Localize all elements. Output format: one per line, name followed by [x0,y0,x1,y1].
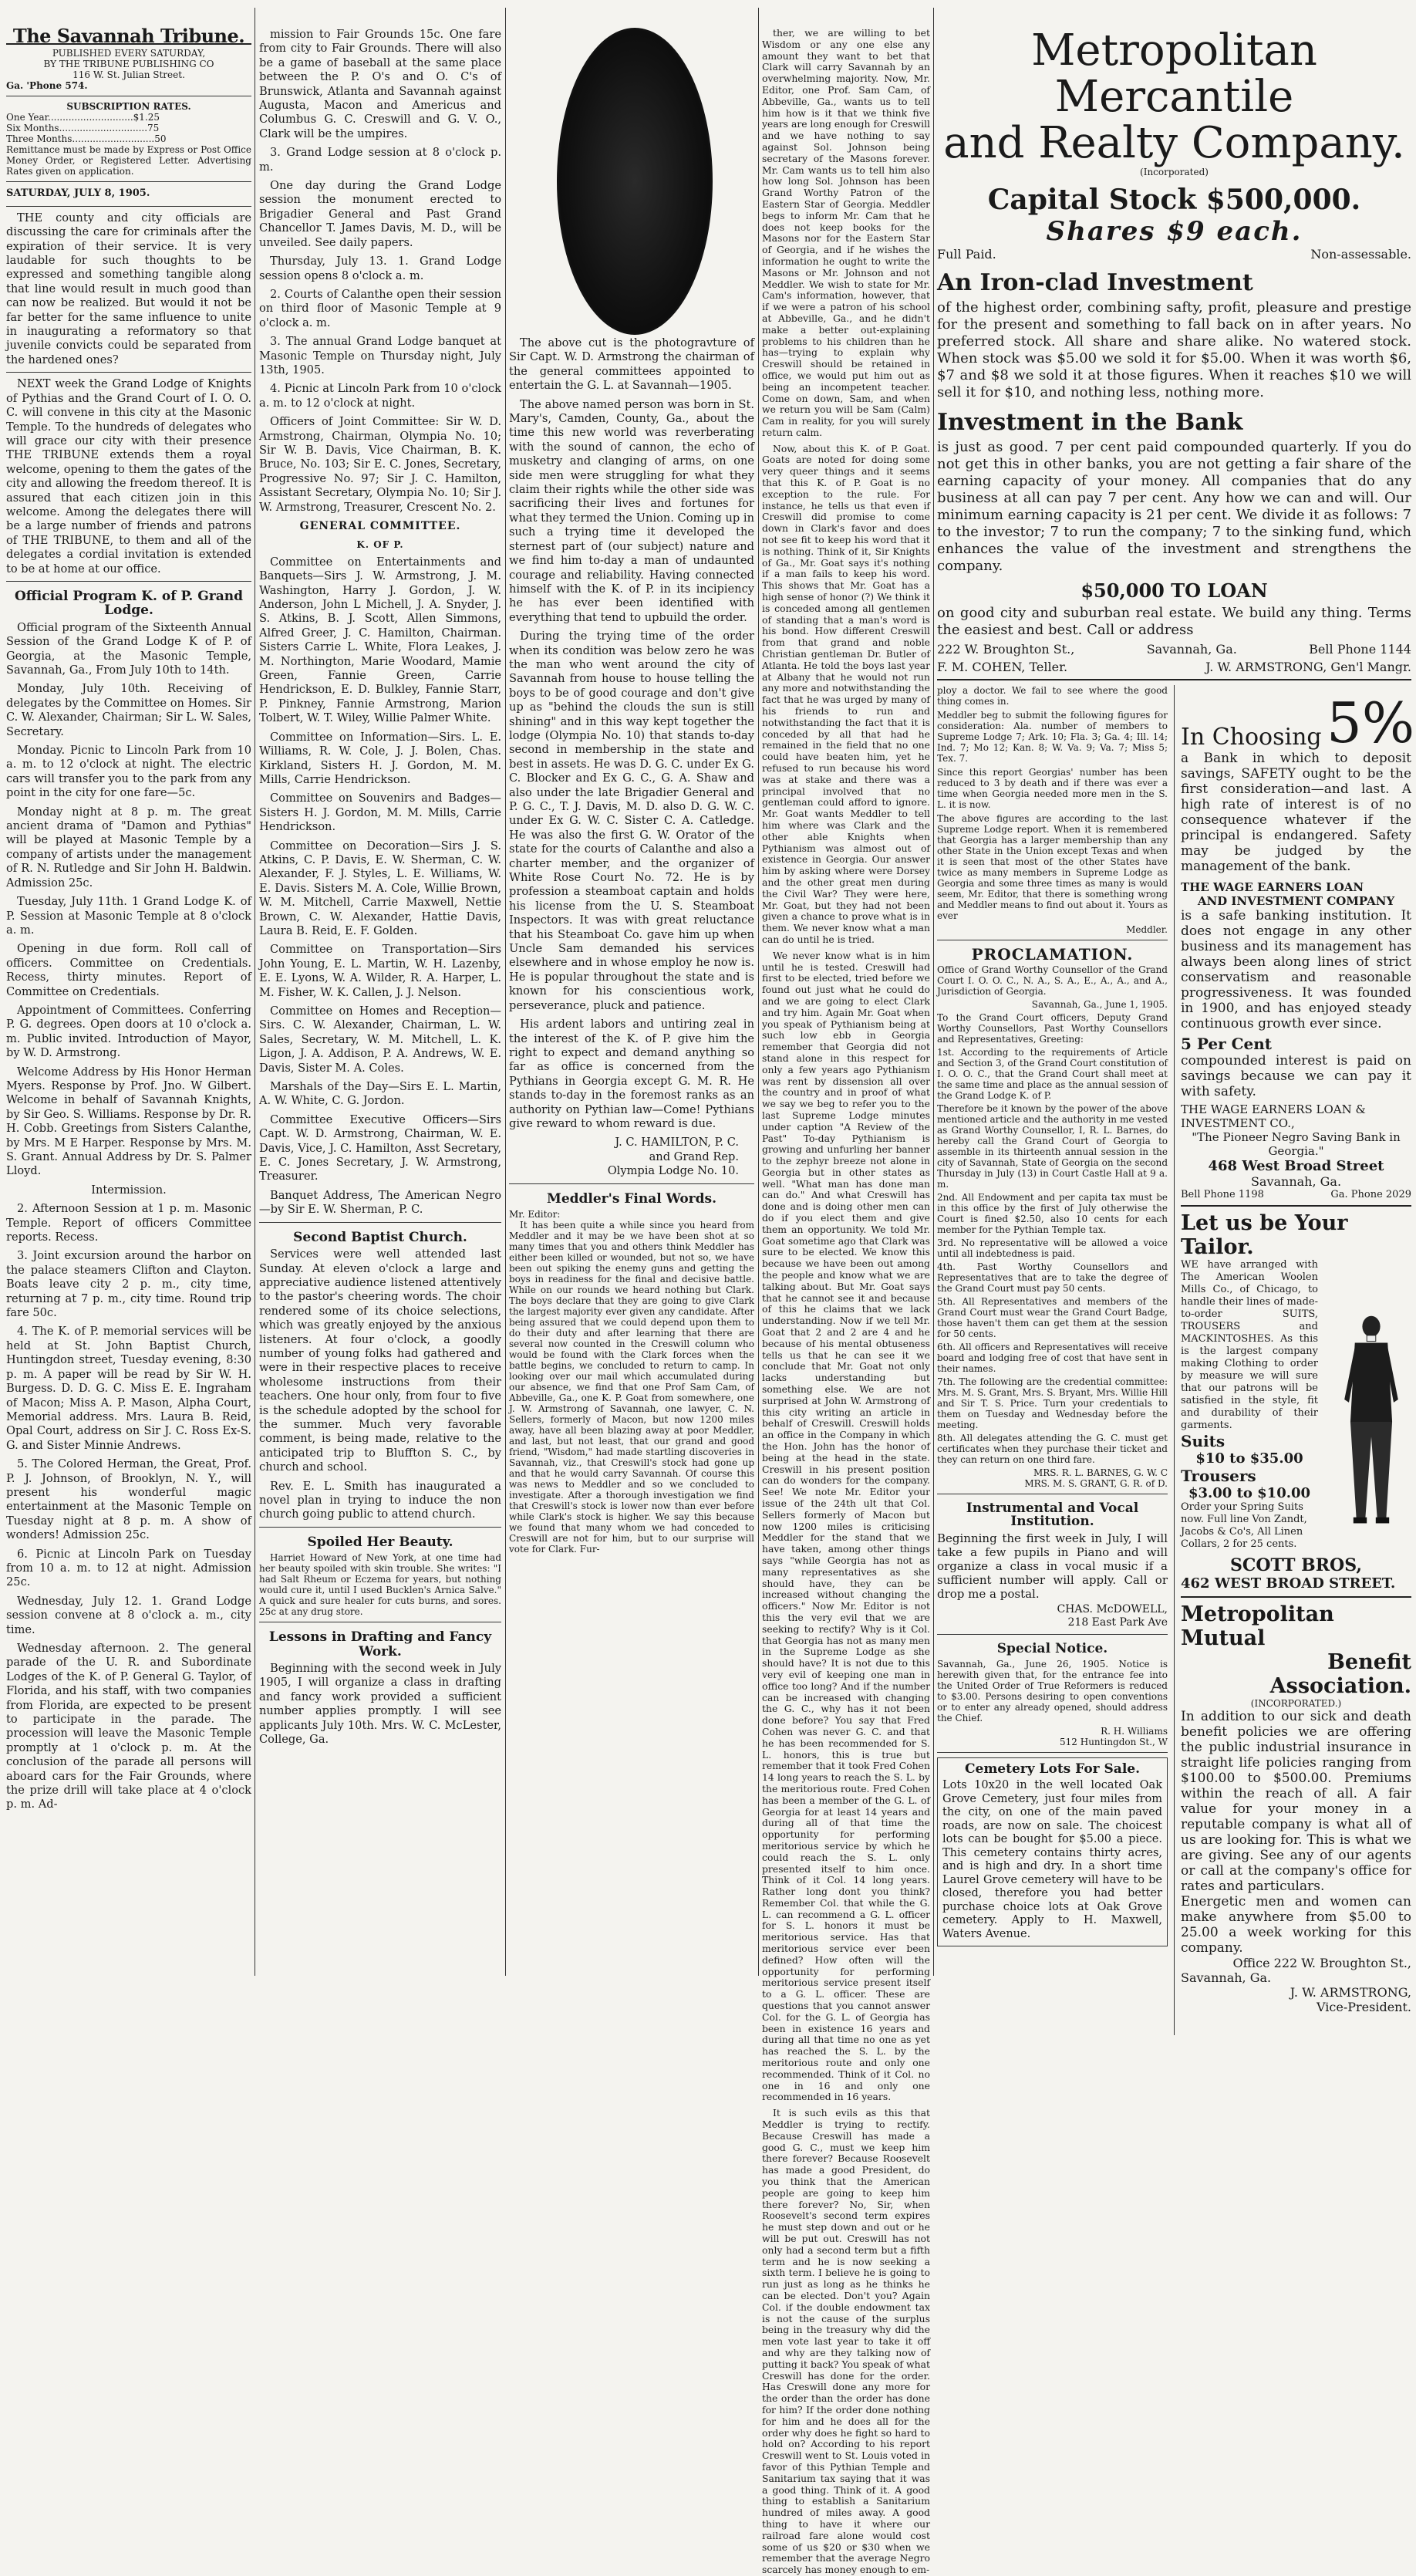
trousers-price: $3.00 to $10.00 [1188,1485,1311,1501]
meddler-paragraph: Since this report Georgias' number has been reduced to 3 by death and if there was ever a time when Georgia needed more men in the S. L. it is now. [937,767,1168,810]
program-item: One day during the Grand Lodge session the monument erected to Brigadier General and Past Grand Chancellor T. James Davis, M. D., will be unveiled. See daily papers. [259,179,501,249]
column-rule [758,8,759,1976]
committee-item: Committee on Transportation—Sirs John Young, E. L. Martin, W. H. Lazenby, E. E. Lyons, W. A. Wilder, R. A. Harper, L. M. Fisher, W. K. Callen, J. J. Nelson. [259,943,501,999]
masthead: The Savannah Tribune. [6,29,251,45]
special-notice-heading: Special Notice. [996,1641,1108,1656]
proclamation-item: 5th. All Representatives and members of the Grand Court must wear the Grand Court Badge, those haven't them can get them at the session for 50 cents. [937,1296,1168,1339]
mutual-heading: Metropolitan Mutual [1181,1602,1334,1650]
column-2 [259,28,501,1976]
divider [259,1222,501,1223]
wel-body: is a safe banking institution. It does not engage in any other business and its management has always been along lines of strict conservatism and reasonable progressiveness. It was founded in 1900, and has enjoyed steady continuous growth ever since. [1181,908,1411,1031]
proclamation-item: Therefore be it known by the power of the above mentioned article and the authority in me vested as Grand Worthy Counsellor, I, R. L. Barnes, do hereby call the Grand Court of Georgia to assemble in its thirteenth annual session in the city of Savannah, State of Georgia on the second Thursday in July (13) in Court Castle Hall at 9 a. m. [937,1103,1168,1190]
non-assessable: Non-assessable. [1310,247,1411,262]
meddler-paragraph: ther, we are willing to bet Wisdom or any one else any amount they want to bet that Clark will carry Savannah by an overwhelming majority. Now, Mr. Editor, one Prof. Sam Cam, of Abbeville, Ga., wants us to tell him how is it that we think five years are long enough for Creswill and we have nothing to say against Sol. Johnson being secretary of the Masons forever. Mr. Cam wants us to tell him also how long Sol. Johnson has been Grand Worthy Patron of the Eastern Star of Georgia. Meddler begs to inform Mr. Cam that he does not keep books for the Masons nor for the Eastern Star of Georgia, and if he wishes the information he ought to write the Masons or Mr. Johnson and not Meddler. We wish to state for Mr. Cam's information, however, that if we were a patron of his school at Abbeville, Ga., and he didn't make a better out-explaining problems to his children than he has—trying to explain why Creswill should be retained in office, we would put him out as being an incompetent teacher. Come on down, Sam, and when we return you will be Sam (Calm) Cam in reality, for you will surely return calm. [762,27,930,438]
institution-heading: Instrumental and Vocal Institution. [966,1501,1139,1529]
divider [937,1752,1168,1753]
proclamation-item: To the Grand Court officers, Deputy Grand Worthy Counsellors, Past Worthy Counsellors and Representatives, Greeting: [937,1012,1168,1045]
program-item: 6. Picnic at Lincoln Park on Tuesday from 10 a. m. to 12 at night. Admission 25c. [6,1547,251,1589]
suits-label: Suits [1181,1432,1226,1450]
scott-address: 462 WEST BROAD STREET. [1181,1575,1396,1592]
divider [6,581,251,582]
column-rule [933,8,934,1976]
advertisement-area [937,25,1415,2014]
program-item: Appointment of Committees. Conferring P. G. degrees. Open doors at 10 o'clock a. m. Public invited. Introduction of Mayor, by W. D. Armstrong. [6,1003,251,1060]
bank-heading: Investment in the Bank [937,409,1243,436]
spoiled-paragraph: Harriet Howard of New York, at one time had her beauty spoiled with skin trouble. She writes: "I had Salt Rheum or Eczema for years, but nothing would cure it, until I used Bucklen's Arnica Salve." A quick and sure healer for cuts burns, and sores. 25c at any drug store. [259,1552,501,1618]
wel-address: 468 West Broad Street [1208,1158,1384,1174]
wel-sub: "The Pioneer Negro Saving Bank in Georgia." [1192,1130,1401,1158]
meddler-paragraph: ploy a doctor. We fail to see where the good thing comes in. [937,685,1168,707]
subscription-heading: SUBSCRIPTION RATES. [66,101,191,113]
portrait-frame [509,28,754,336]
portrait-photo [557,28,713,335]
divider [6,206,251,207]
loan-heading: $50,000 TO LOAN [1081,579,1268,602]
publisher-line: 116 W. St. Julian Street. [72,69,185,81]
mutual-heading: Benefit Association. [1269,1650,1411,1698]
baptist-heading: Second Baptist Church. [293,1229,467,1245]
full-paid: Full Paid. [937,247,996,262]
shares-price: Shares $9 each. [1046,216,1303,247]
meddler-signature: Meddler. [1126,924,1168,935]
program-item: 4. The K. of P. memorial services will be held at St. John Baptist Church, Huntingdon street, Tuesday evening, 8:30 p. m. A paper will be read by Sir W. H. Burgess. D. D. G. C. Miss E. E. Ingraham of Macon; Miss A. P. Mason, Alpha Court, Memorial address. Mrs. Laura B. Reid, Opal Court, address on Sir J. C. Ross Ex-S. G. and Sister Minnie Andrews. [6,1325,251,1452]
special-notice-signature: R. H. Williams [1101,1726,1168,1737]
mutual-body: In addition to our sick and death benefit policies we are offering the public industrial insurance in straight life policies ranging from $100.00 to $500.00. Premiums within the reach of all. A fair value for your money in a reputable company is what all of us are looking for. This is what we are giving. See any of our agents or call at the company's office for rates and particulars. [1181,1709,1411,1894]
column-1 [6,25,251,1976]
program-item: 3. Grand Lodge session at 8 o'clock p. m. [259,146,501,174]
program-item: 3. Joint excursion around the harbor on the palace steamers Clifton and Clayton. Boats leave city 2 p. m., city time, returning at 7 p. m., city time. Round trip fare 50c. [6,1249,251,1320]
address: 222 W. Broughton St., [937,642,1075,657]
wel-heading: THE WAGE EARNERS LOAN [1181,880,1364,894]
proclamation-item: 1st. According to the requirements of Article and Section 3, of the Grand Court constitution of I. O. O. C., that the Grand Court shall meet at the same time and place as the annual session of the Grand Lodge K. of P. [937,1047,1168,1101]
program-item: Intermission. [91,1183,167,1197]
five-per-cent-heading: 5 Per Cent [1181,1035,1273,1053]
committee-item: Committee on Homes and Reception—Sirs. C. W. Alexander, Chairman, L. W. Sales, Secretary, W. M. Mitchell, L. K. Ligon, J. A. Addison, P. A. Andrews, W. E. Davis, Sister M. A. Coles. [259,1004,501,1075]
city: Savannah, Ga. [1146,642,1237,657]
program-item: 2. Afternoon Session at 1 p. m. Masonic Temple. Report of officers Committee reports. Recess. [6,1202,251,1244]
mutual-body: Energetic men and women can make anywhere from $5.00 to 25.00 a week working for this company. [1181,1894,1411,1956]
program-item: Thursday, July 13. 1. Grand Lodge session opens 8 o'clock a. m. [259,255,501,282]
proclamation-signature: MRS. M. S. GRANT, G. R. of D. [1024,1478,1168,1489]
mutual-signature: J. W. ARMSTRONG, [1290,1985,1411,2000]
wel-phones [1181,1189,1411,1200]
program-item: Opening in due form. Roll call of officers. Committee on Credentials. Recess, thirty minutes. Report of Committee on Credentials. [6,942,251,998]
committee-item: Marshals of the Day—Sirs E. L. Martin, A. W. White, C. G. Jordon. [259,1080,501,1108]
divider [937,679,1411,680]
proclamation-item: Savannah, Ga., June 1, 1905. [1031,999,1168,1010]
wel-heading: AND INVESTMENT COMPANY [1197,894,1395,908]
tailor-heading: Let us be Your Tailor. [1181,1211,1348,1259]
mutual-incorporated: (INCORPORATED.) [1250,1698,1342,1709]
publisher-line: BY THE TRIBUNE PUBLISHING CO [43,59,214,70]
editorial-paragraph: NEXT week the Grand Lodge of Knights of Pythias and the Grand Court of I. O. O. C. will convene in this city at the Masonic Temple. To the hundreds of delegates who will grace our city with their presence THE TRIBUNE extends them a royal welcome, opening to them the gates of the city and allowing the freedom thereof. It is assured that each citizen join in this welcome. Among the delegates there will be a large number of friends and patrons of THE TRIBUNE, to them and all of the delegates a cordial invitation is extended to be at home at our office. [6,377,251,576]
caption-paragraph: The above cut is the photogravture of Sir Capt. W. D. Armstrong the chairman of the general committees appointed to entertain the G. L. at Savannah—1905. [509,336,754,393]
suits-price: $10 to $35.00 [1195,1450,1303,1467]
meddler-paragraph: We never know what is in him until he is tested. Creswill had first to be elected, tried before we found out just what he could do and we are going to elect Clark and try him. Again Mr. Goat when you speak of Pythianism being at such low ebb in Georgia remember that Georgia did not stand alone in this respect for only a few years ago Pythianism was rent by dissension all over the country and in proof of what we say we beg to refer you to the last Supreme Lodge minutes under caption "A Review of the Past" To-day Pythianism is growing and unfurling her banner to the zephyr breeze not alone in Georgia but in other states as well. "What man has done man can do." And what Creswill has done and is doing other men can do if you elect them and give them an opportunity. We told Mr. Goat sometime ago that Clark was sure to be elected. We know this because we have been out among the people and know what we are talking about. But Mr. Goat says that he cannot see it and because of this he claims that we lack understanding. Now if we tell Mr. Goat that 2 and 2 are 4 and he because of his mental obtuseness tells us that he can see it we conclude that Mr. Goat not only lacks understanding but something else. We are not surprised at John W. Armstrong of this city writing an article in behalf of Creswill. Creswill holds an office in the Company in which the Hon. John has the honor of being at the head in the state. Creswill in his present position can do wonders for the company. See! We note Mr. Editor your issue of the 24th ult that Col. Sellers formerly of Macon but now 1200 miles is criticising Meddler for the stand that we have taken, among other things says "while Georgia has not as many representatives as she should have, they can be increased without changing the officers." Now Mr. Editor is not this the very evil that we are seeking to rectify? Why is it Col. that Georgia has not as many men in the Supreme Lodge as she should have? It is not due to this very evil of keeping one man in office too long? And if the number can be increased with changing the G. C., why has it not been done before? You say that Fred Cohen was never G. C. and that he has been recommended for S. L. honors, this is true but remember that it took Fred Cohen 14 long years to reach the S. L. by the meritorious route. Fred Cohen has been a member of the G. L. of Georgia for at least 14 years and during all of that time the opportunity for performing meritorious service by which he could reach the S. L. only presented itself to him once. Think of it Col. 14 long years. Rather long dont you think? Remember Col. that while the G. L. can recommend a G. L. officer for S. L. honors it must be meritorious service. Has that meritorious service ever been defined? How often will the opportunity for performing meritorious service present itself to a G. L. officer. These are questions that you cannot answer Col. for the G. L. of Georgia has been in existence 16 years and during all that time no one as yet has reached the S. L. by the meritorious route and only one recommended. Think of it Col. no one in 16 and only one recommended in 16 years. [762,949,930,2103]
program-item: 2. Courts of Calanthe open their session on third floor of Masonic Temple at 9 o'clock a. m. [259,287,501,329]
mercantile-title: Metropolitan Mercantile [1031,25,1317,122]
program-item: Officers of Joint Committee: Sir W. D. Armstrong, Chairman, Olympia No. 10; Sir W. B. Davis, Vice Chairman, B. K. Bruce, No. 103; Sir E. C. Jones, Secretary, Progressive No. 97; Sir J. C. Hamilton, Assistant Secretary, Olympia No. 10; Sir J. W. Armstrong, Treasurer, Crescent No. 2. [259,415,501,514]
mutual-city: Savannah, Ga. [1181,1970,1272,1985]
lessons-paragraph: Beginning with the second week in July 1905, I will organize a class in drafting and fancy work provided a sufficient number applies promptly. I will see applicants July 10th. Mrs. W. C. McLester, College, Ga. [259,1662,501,1747]
committee-item: Committee on Information—Sirs. L. E. Williams, R. W. Cole, J. J. Bolen, Chas. Kirkland, Sisters H. J. Gordon, M. M. Mills, Carrie Hendrickson. [259,730,501,786]
mutual-role: Vice-President. [1317,2000,1411,2014]
special-notice-signature: 512 Huntingdon St., W [1060,1737,1168,1747]
tailor-prices [1181,1432,1318,1551]
committee-item: Banquet Address, The American Negro—by Sir E. W. Sherman, P. C. [259,1188,501,1217]
signature: Olympia Lodge No. 10. [607,1164,739,1178]
subscription-rate: Three Months............................50 [6,133,167,145]
proclamation-heading: PROCLAMATION. [971,945,1134,964]
program-item: 5. The Colored Herman, the Great, Prof. P. J. Johnson, of Brooklyn, N. Y., will present his wonderful magic entertainment at the Masonic Temple on Tuesday night at 8 p. m. A show of wonders! Admission 25c. [6,1457,251,1542]
loan-body: on good city and suburban real estate. We build any thing. Terms the easiest and best. Call or address [937,605,1411,638]
phone: Bell Phone 1144 [1309,642,1411,657]
column-4 [762,27,930,2576]
meddler-heading: Meddler's Final Words. [547,1190,716,1207]
dateline: SATURDAY, JULY 8, 1905. [6,187,150,200]
divider [259,1527,501,1528]
spoiled-heading: Spoiled Her Beauty. [307,1534,453,1550]
wel-city: Savannah, Ga. [1250,1174,1342,1189]
meddler-paragraph: The above figures are according to the last Supreme Lodge report. When it is remembered that Georgia has a larger membership than any other State in the Union except Texas and when it is seen that most of the other States have twice as many members in Supreme Lodge as Georgia and some three times as many is would seem, Mr. Editor, that there is something wrong and Meddler means to find out about it. Yours as ever [937,813,1168,921]
kofp-heading: K. OF P. [356,539,404,551]
gentleman-illustration [1333,1310,1410,1534]
program-item: Welcome Address by His Honor Herman Myers. Response by Prof. Jno. W Gilbert. Welcome in behalf of Savannah Knights, by Sir Geo. S. Williams. Response by Dr. R. H. Cobb. Greetings from Sisters Calanthe, by Mrs. M E Harper. Response by Mrs. M. S. Grant. Annual Address by Dr. S. Palmer Lloyd. [6,1065,251,1178]
col6-ads [1175,685,1415,2035]
meddler-paragraph: Meddler beg to submit the following figures for consideration: Ala. number of members to Supreme Lodge 7; Ark. 10; Fla. 3; Ga. 4; Ill. 14; Ind. 7; Mo 12; Kan. 8; W. Va. 9; Va. 7; Miss 5; Tex. 7. [937,710,1168,764]
tailor-note: Order your Spring Suits now. Full line Von Zandt, Jacobs & Co's, All Linen Collars, 2 for 25 cents. [1181,1501,1307,1550]
cemetery-body: Lots 10x20 in the well located Oak Grove Cemetery, just four miles from the city, on one of the main paved roads, are now on sale. The choicest lots can be bought for $5.00 a piece. This cemetery contains thirty acres, and is high and dry. In a short time Laurel Grove cemetery will have to be closed, therefore you had better purchase choice lots at Oak Grove cemetery. Apply to H. Maxwell, Waters Avenue. [942,1779,1162,1940]
divider [1181,1596,1411,1598]
meddler-paragraph: It has been quite a while since you heard from Meddler and it may be we have been shot at so many times that you and others think Meddler has either been killed or wounded, but not so, we have been out spiking the enemy guns and getting the boys in readiness for the final and decisive battle. While on our rounds we heard nothing but Clark. The boys declare that they are going to give Clark the largest majority ever given any candidate. After being assured that we could depend upon them to do their duty and after learning that there are several now counted in the Creswill column who would be found with the Clark forces when the battle begins, we concluded to return to camp. In looking over our mail which accumulated during our absence, we find that one Prof Sam Cam, of Abbeville, Ga., one K. P. Goat from somewhere, one J. W. Armstrong of Savannah, one lawyer, C. N. Sellers, formerly of Macon, but now 1200 miles away, have all been blazing away at poor Meddler, and last, but not least, that our grand and good friend, "Wisdom," had made startling discoveries in Savannah, viz., that Creswill's stock had gone up and that he would carry Savannah. Of course this was news to Meddler and so we concluded to investigate. After a thorough investigation we find that Creswill's stock is lower now than ever before while Clark's stock is higher. We say this because we found that many whom we had conceded to Creswill are not for him, but to our surprise will vote for Clark. Fur- [509,1219,754,1555]
choosing-heading: In Choosing [1181,724,1322,751]
divider [509,1183,754,1184]
officers-row [937,660,1411,674]
program-item: Official program of the Sixteenth Annual Session of the Grand Lodge K of P. of Georgia, at the Masonic Temple, Savannah, Ga., From July 10th to 14th. [6,620,251,677]
lessons-heading: Lessons in Drafting and Fancy Work. [268,1629,492,1659]
institution-signature: 218 East Park Ave [1067,1616,1168,1629]
signature: J. C. HAMILTON, P. C. [615,1136,739,1150]
ironclad-body: of the highest order, combining safty, profit, pleasure and prestige for the present and something to fall back on in after years. No preferred stock. All share and share alike. No watered stock. When stock was $5.00 we sold it for $5.00. When it was worth $6, $7 and $8 we sold it at those figures. When it reaches $10 we will sell it for $10, and nothing less, nothing more. [937,299,1411,400]
program-item: Monday, July 10th. Receiving of delegates by the Committee on Homes. Sir C. W. Alexander, Chairman; Sir L. W. Sales, Secretary. [6,682,251,738]
five-per-cent-body: compounded interest is paid on savings because we can pay it with safety. [1181,1053,1411,1099]
proclamation-item: 6th. All officers and Representatives will receive board and lodging free of cost that have sent in their names. [937,1342,1168,1374]
program-item: 4. Picnic at Lincoln Park from 10 o'clock a. m. to 12 o'clock at night. [259,382,501,410]
choosing-body: a Bank in which to deposit savings, SAFETY ought to be the first consideration—and last. A high rate of interest is of no consequence whatever if the principal is endangered. Safety may be judged by the management of the bank. [1181,751,1411,874]
caption-paragraph: His ardent labors and untiring zeal in the interest of the K. of P. give him the right to expect and demand anything so far as office is concerned from the Pythians in Georgia except G. M. R. He stands to-day in the foremost ranks as an authority on Pythian law—Come! Pythians give reward to whom reward is due. [509,1018,754,1130]
subscription-rate: Six Months..............................75 [6,123,160,134]
ironclad-heading: An Iron-clad Investment [937,269,1253,296]
program-item: Tuesday, July 11th. 1 Grand Lodge K. of P. Session at Masonic Temple at 8 o'clock a. m. [6,895,251,937]
subscription-rate: One Year.............................$1.25 [6,112,160,123]
mutual-office: Office 222 W. Broughton St., [1232,1956,1411,1970]
program-item: Wednesday afternoon. 2. The general parade of the U. R. and Subordinate Lodges of the K. of P. General G. Taylor, of Florida, and his staff, with two companies from Florida, are expected to be present to participate in the parade. The procession will leave the Masonic Temple promptly at 1 o'clock p. m. At the conclusion of the parade all persons will aboard cars for the Fair Grounds, where the prize drill will take place at 4 o'clock p. m. Ad- [6,1642,251,1811]
special-notice-body: Savannah, Ga., June 26, 1905. Notice is herewith given that, for the entrance fee into the United Order of True Reformers is reduced to $3.00. Persons desiring to open conventions or to enter any already opened, should address the Chief. [937,1659,1168,1724]
proclamation-item: 7th. The following are the credential committee: Mrs. M. S. Grant, Mrs. S. Bryant, Mrs. Willie Hill and Sir T. S. Price. Turn your credentials to them on Tuesday and Wednesday before the meeting. [937,1376,1168,1430]
publisher-line: PUBLISHED EVERY SATURDAY, [52,48,206,59]
committee-item: Committee on Decoration—Sirs J. S. Atkins, C. P. Davis, E. W. Sherman, C. W. Alexander, F. J. Styles, L. E. Williams, W. E. Davis. Sisters M. A. Cole, Willie Brown, W. M. Mitchell, Carrie Maxwell, Nettie Brown, C. W. Alexander, Hattie Davis, Laura B. Reid, E. F. Golden. [259,839,501,937]
bank-body: is just as good. 7 per cent paid compounded quarterly. If you do not get this in other banks, you are not getting a fair share of the earning capacity of your money. All companies that do any business at all can pay 7 per cent. Any how we can and will. Our minimum earning capacity is 21 per cent. We divide it as follows: 7 to the investor; 7 to run the company; 7 to the sinking fund, which enhances the value of the investment and strengthens the company. [937,439,1411,574]
proclamation-signature: MRS. R. L. BARNES, G. W. C [1033,1467,1168,1478]
salutation: Mr. Editor: [509,1208,561,1220]
address-row [937,642,1411,657]
proclamation-item: 4th. Past Worthy Counsellors and Representatives that are to take the degree of the Grand Court must pay 50 cents. [937,1261,1168,1294]
caption-paragraph: During the trying time of the order when its condition was below zero he was the man who went around the city of Savannah from house to house telling the boys to be of good courage and don't give up as "behind the clouds the sun is still shining" and in this way kept together the lodge (Olympia No. 10) that stands to-day second in membership in the state and best in assets. He was D. G. C. under Ex G. C. Blocker and Ex G. C., G. A. Shaw and also under the late Brigadier General and P. G. C., T. J. Davis, M. D. also D. G. W. C. under Ex G. W. C. Sister C. A. Catledge. He was also the first G. W. Orator of the state for the courts of Calanthe and also a charter member, and the organizer of White Rose Court No. 72. He is by profession a steamboat captain and holds his license from the U. S. Steamboat Inspectors. It was with great reluctance that his Steamboat Co. gave him up when Uncle Sam demanded his services elsewhere and in whose employ he now is. He is popular throughout the state and is known for his conscientious work, perseverance, pluck and patience. [509,630,754,1012]
proclamation-item: 2nd. All Endowment and per capita tax must be in this office by the first of July otherwise the Court is fined $2.50, also 10 cents for each member for the Pythian Temple tax. [937,1192,1168,1235]
program-item: Wednesday, July 12. 1. Grand Lodge session convene at 8 o'clock a. m., city time. [6,1594,251,1636]
choosing-heading-wrap [1181,685,1327,751]
divider [6,372,251,373]
column-rule [505,8,506,1976]
cemetery-heading: Cemetery Lots For Sale. [964,1761,1141,1777]
column-3 [509,28,754,1976]
proclamation-item: Office of Grand Worthy Counsellor of the Grand Court I. O. O. C., N. A., S. A., E., A., A., and A., Jurisdiction of Georgia. [937,964,1168,997]
trousers-label: Trousers [1181,1467,1256,1485]
mercantile-title: and Realty Company. [943,118,1405,168]
signature: and Grand Rep. [649,1150,739,1163]
tailor-body: WE have arranged with The American Woolen Mills Co., of Chicago, to handle their lines of made-to-order SUITS, TROUSERS and MACKINTOSHES. As this is the largest company making Clothing to order by measure we will sure that our patrons will be satisfied in the style, fit and durability of their garments. [1181,1259,1318,1431]
wel-phone: Ga. Phone 2029 [1330,1189,1411,1200]
incorporated-label: (Incorporated) [1140,167,1209,177]
divider [6,181,251,182]
program-item: 3. The annual Grand Lodge banquet at Masonic Temple on Thursday night, July 13th, 1905. [259,335,501,376]
program-item: Monday night at 8 p. m. The great ancient drama of "Damon and Pythias" will be played at Masonic Temple by a company of artists under the management of R. N. Rutledge and Sir John H. Baldwin. Admission 25c. [6,805,251,890]
committee-item: Committee Executive Officers—Sirs Capt. W. D. Armstrong, Chairman, W. E. Davis, Vice, J. C. Hamilton, Asst Secretary, E. C. Jones Secretary, J. W. Armstrong, Treasurer. [259,1112,501,1183]
choosing-row [1181,685,1415,755]
col5-notices [937,685,1174,2035]
committee-item: Committee on Souvenirs and Badges—Sisters H. J. Gordon, M. M. Mills, Carrie Hendrickson. [259,792,501,834]
general-committee-heading: GENERAL COMMITTEE. [299,520,461,532]
publisher-line: Ga. 'Phone 574. [6,80,88,92]
proclamation-item: 3rd. No representative will be allowed a voice until all indebtedness is paid. [937,1237,1168,1259]
baptist-paragraph: Rev. E. L. Smith has inaugurated a novel plan in trying to induce the non church going public to attend church. [259,1479,501,1521]
committee-item: Committee on Entertainments and Banquets—Sirs J. W. Armstrong, J. M. Washington, Harry J. Gordon, J. W. Anderson, John L Michell, J. A. Snyder, J. S. Atkins, B. J. Scott, Allen Simmons, Alfred Greer, J. C. Hamilton, Chairman. Sisters Carrie L. White, Flora Leakes, J. M. Northington, Marie Woodard, Mamie Green, Fannie Green, Carrie Hendrickson, E. D. Bulkley, Fannie Starr, P. Pinkney, Fannie Armstrong, Marion Tolbert, W. T. Wiley, Willie Palmer White. [259,555,501,725]
divider [1181,1205,1411,1207]
caption-paragraph: The above named person was born in St. Mary's, Camden, County, Ga., about the time this new world was reverberating with the sound of cannon, the echo of musketry and clanging of arms, on one side men were struggling for what they claim their rights while the other side was sacrificing their lives and fortunes for what they termed the Union. Coming up in such a trying time it developed the sternest part of (our subject) nature and we find him to-day a man of undaunted courage and reliability. Having connected himself with the K. of P. in its incipiency he has ever been identified with everything that tend to upbuild the order. [509,397,754,624]
wel-name: THE WAGE EARNERS LOAN & INVESTMENT CO., [1181,1102,1366,1130]
meddler-paragraph: Now, about this K. of P. Goat. Goats are noted for doing some very queer things and it seems that this K. of P. Goat is no exception to the rule. For instance, he tells us that even if Creswill did promise to come down in Clark's favor and does not see fit to keep his word that it is nothing. Think of it, Sir Knights of Ga., Mr. Goat says it's nothing if a man fails to keep his word. This shows that Mr. Goat has a high sense of honor (?) We think it is conceded among all gentlemen of standing that a man's word is his bond. How different Creswill from that grand and noble Christian gentleman Dr. Butler of Atlanta. He told the boys last year at Albany that he would not run any more and notwithstanding the fact that he was urged by many of his friends to run and notwithstanding the fact that it is conceded by all that had he remained in the field that no one could have beaten him, yet he refused to run because his word was at stake and there was a principal involved that no gentleman could afford to ignore. Mr. Goat wants Meddler to tell him where was Clark and the other able Knights when Pythianism was almost out of existence in Georgia. Our answer him by asking where were Dorsey and the other great men during the Civil War? They were here, Mr. Goat, but they had not been given a chance to prove what is in them. We never know what a man can do until he is tried. [762,442,930,945]
divider [937,1634,1168,1635]
program-item: mission to Fair Grounds 15c. One fare from city to Fair Grounds. There will also be a game of baseball at the same place between the P. O's and O. C's of Brunswick, Atlanta and Savannah against Augusta, Macon and Americus and Columbus G. C. Creswill and G. V. O., Clark will be the umpires. [259,28,501,140]
manager: J. W. ARMSTRONG, Gen'l Mangr. [1205,660,1411,674]
capital-stock: Capital Stock $500,000. [987,184,1361,216]
teller: F. M. COHEN, Teller. [937,660,1068,674]
program-item: Monday. Picnic to Lincoln Park from 10 a. m. to 12 o'clock at night. The electric cars will transfer you to the park from any point in the city for one fare—5c. [6,744,251,800]
subscription-note: Remittance must be made by Express or Post Office Money Order, or Registered Letter. Advertising Rates given on application. [6,144,251,177]
wel-phone: Bell Phone 1198 [1181,1189,1264,1200]
editorial-paragraph: THE county and city officials are discussing the care for criminals after the expiration of their service. It is very laudable for such thoughts to be expressed and something tangible along that line would result in much good than can now be realized. But would it not be far better for the same influence to unite in inaugurating a reformatory so that juvenile convicts could be separated from the hardened ones? [6,211,251,366]
institution-body: Beginning the first week in July, I will take a few pupils in Piano and will organize a class in vocal music if a sufficient number will apply. Call or drop me a postal. [937,1531,1168,1601]
baptist-paragraph: Services were well attended last Sunday. At eleven o'clock a large and appreciative audience listened attentively to the pastor's cheering words. The choir rendered some of its choice selections, which was greatly enjoyed by the anxious listeners. At four o'clock, a goodly number of young folks had gathered and were in their respective places to receive wholesome instructions from their teachers. One hour only, from four to five is the schedule adopted by the school for the summer. Much very favorable comment, is being made, relative to the anticipated trip to Bluffton S. C., by church and school. [259,1247,501,1474]
scott-bros: SCOTT BROS, [1230,1555,1362,1575]
program-heading: Official Program K. of P. Grand Lodge. [15,588,243,619]
institution-signature: CHAS. McDOWELL, [1057,1603,1168,1615]
proclamation-item: 8th. All delegates attending the G. C. must get certificates when they purchase their ticket and they can return on one third fare. [937,1433,1168,1465]
paid-row [937,247,1411,262]
cemetery-box [937,1757,1168,1946]
lower-ads [937,685,1415,2035]
meddler-paragraph: It is such evils as this that Meddler is trying to rectify. Because Creswill has made a good G. C., must we keep him there forever? Because Roosevelt has made a good President, do you think that the American people are going to keep him there forever? No, Sir, when Roosevelt's second term expires he must step down and out or he will be put out. Creswill has not only had a second term but a fifth term and he is now seeking a sixth term. I believe he is going to run just as long as he thinks he can be elected. Don't you? Again Col. if the double endowment tax is not the cause of the surplus being in the treasury why did the men vote last year to take it off and why are they talking now of putting it back? You speak of what Creswill has done for the order. Has Creswill done any more for the order than the order has done for him? If the order done nothing for him and he does all for the order why does he fight so hard to hold on? According to his report Creswill went to St. Louis voted in favor of this Pythian Temple and Sanitarium tax saying that it was a good thing. Think of it. A good thing to establish a Sanitarium hundred of miles away. A good thing to have it where our railroad fare alone would cost some of us $20 or $30 when we remember that the average Negro scarcely has money enough to em- [762,2107,930,2576]
five-percent: 5% [1327,690,1415,755]
